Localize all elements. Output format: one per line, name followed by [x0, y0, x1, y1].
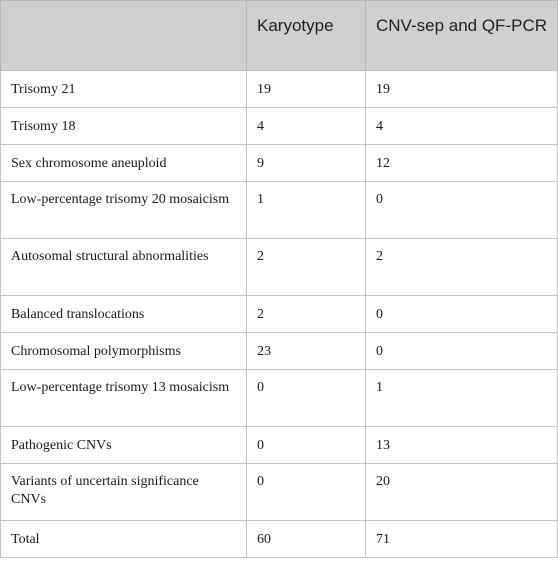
table-row: [1, 108, 558, 145]
header-cnv-sep-qf-pcr: CNV-sep and QF-PCR: [366, 1, 558, 71]
karyotype-value: 9: [247, 145, 366, 182]
table-row: [1, 427, 558, 464]
header-category: [1, 1, 247, 71]
table-row-total: [1, 521, 558, 558]
karyotype-value: 4: [247, 108, 366, 145]
table-row: [1, 370, 558, 427]
cnv-value: 71: [366, 521, 558, 558]
karyotype-value: 1: [247, 182, 366, 239]
cnv-value: 0: [366, 182, 558, 239]
row-label: Autosomal structural abnormalities: [1, 239, 247, 296]
cnv-value: 19: [366, 71, 558, 108]
cnv-value: 1: [366, 370, 558, 427]
karyotype-value: 19: [247, 71, 366, 108]
cnv-value: 12: [366, 145, 558, 182]
karyotype-value: 0: [247, 464, 366, 521]
row-label: Sex chromosome aneuploid: [1, 145, 247, 182]
karyotype-value: 23: [247, 333, 366, 370]
row-label: Low-percentage trisomy 13 mosaicism: [1, 370, 247, 427]
table-row: [1, 464, 558, 521]
row-label: Trisomy 18: [1, 108, 247, 145]
table-row: [1, 333, 558, 370]
table-row: [1, 71, 558, 108]
table-row: [1, 145, 558, 182]
row-label: Pathogenic CNVs: [1, 427, 247, 464]
karyotype-value: 2: [247, 296, 366, 333]
row-label: Variants of uncertain significance CNVs: [1, 464, 247, 521]
table-row: [1, 239, 558, 296]
cnv-value: 0: [366, 333, 558, 370]
row-label: Balanced translocations: [1, 296, 247, 333]
cnv-value: 2: [366, 239, 558, 296]
row-label: Trisomy 21: [1, 71, 247, 108]
table-row: [1, 296, 558, 333]
karyotype-value: 2: [247, 239, 366, 296]
header-karyotype: Karyotype: [247, 1, 366, 71]
cnv-value: 20: [366, 464, 558, 521]
cnv-value: 0: [366, 296, 558, 333]
row-label: Total: [1, 521, 247, 558]
karyotype-value: 0: [247, 427, 366, 464]
cnv-value: 4: [366, 108, 558, 145]
table-row: [1, 182, 558, 239]
row-label: Low-percentage trisomy 20 mosaicism: [1, 182, 247, 239]
cnv-value: 13: [366, 427, 558, 464]
row-label: Chromosomal polymorphisms: [1, 333, 247, 370]
karyotype-value: 60: [247, 521, 366, 558]
karyotype-value: 0: [247, 370, 366, 427]
header-row: [1, 1, 558, 71]
